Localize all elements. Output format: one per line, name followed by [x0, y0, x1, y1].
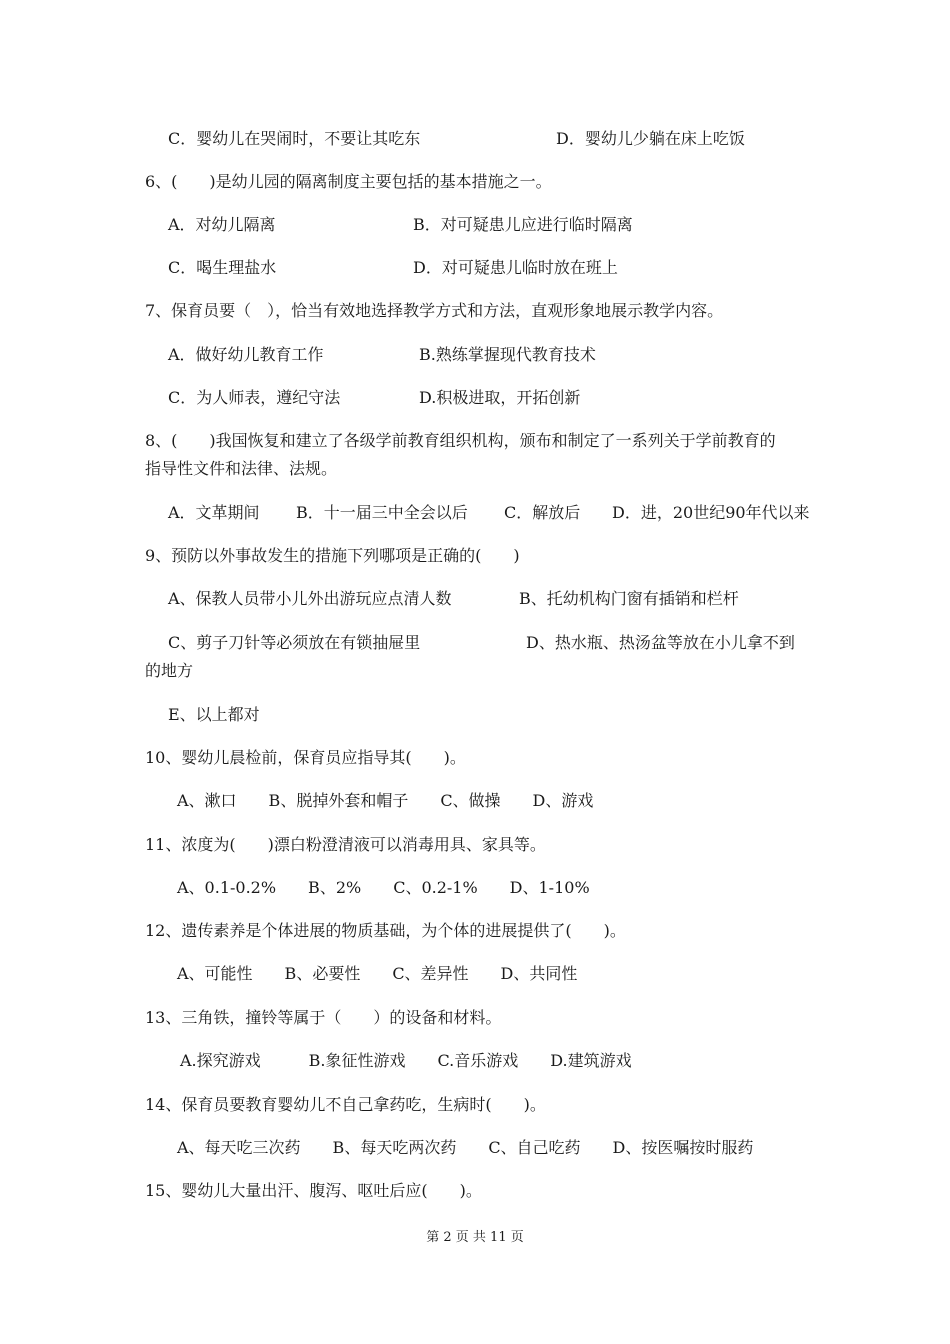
- question-12: 12、遗传素养是个体进展的物质基础，为个体的进展提供了( )。: [145, 921, 626, 940]
- q12-options: A、可能性 B、必要性 C、差异性 D、共同性: [177, 964, 578, 983]
- question-8-line-1: 8、( )我国恢复和建立了各级学前教育组织机构，颁布和制定了一系列关于学前教育的: [145, 431, 776, 450]
- q7-option-b: B.熟练掌握现代教育技术: [419, 345, 596, 364]
- q6-option-b: B．对可疑患儿应进行临时隔离: [413, 215, 633, 234]
- q5-option-d: D．婴幼儿少躺在床上吃饭: [556, 129, 745, 148]
- q8-option-b: B．十一届三中全会以后: [296, 503, 468, 522]
- q7-option-a: A．做好幼儿教育工作: [168, 345, 324, 364]
- question-14: 14、保育员要教育婴幼儿不自己拿药吃，生病时( )。: [145, 1095, 546, 1114]
- question-11: 11、浓度为( )漂白粉澄清液可以消毒用具、家具等。: [145, 835, 546, 854]
- question-15: 15、婴幼儿大量出汗、腹泻、呕吐后应( )。: [145, 1181, 482, 1200]
- q9-option-c: C、剪子刀针等必须放在有锁抽屉里: [168, 633, 421, 652]
- q9-option-d-continued: 的地方: [145, 661, 194, 680]
- question-6: 6、( )是幼儿园的隔离制度主要包括的基本措施之一。: [145, 172, 552, 191]
- q9-option-d: D、热水瓶、热汤盆等放在小儿拿不到: [526, 633, 795, 652]
- q13-options: A.探究游戏 B.象征性游戏 C.音乐游戏 D.建筑游戏: [180, 1051, 632, 1070]
- q6-option-c: C．喝生理盐水: [168, 258, 277, 277]
- q8-option-c: C．解放后: [504, 503, 581, 522]
- page-number-footer: 第 2 页 共 11 页: [426, 1230, 524, 1245]
- q10-options: A、漱口 B、脱掉外套和帽子 C、做操 D、游戏: [177, 791, 594, 810]
- q9-option-e: E、以上都对: [168, 705, 260, 724]
- q11-options: A、0.1-0.2% B、2% C、0.2-1% D、1-10%: [177, 878, 590, 897]
- q9-option-b: B、托幼机构门窗有插销和栏杆: [519, 589, 739, 608]
- q7-option-d: D.积极进取，开拓创新: [419, 388, 581, 407]
- question-8-line-2: 指导性文件和法律、法规。: [145, 459, 338, 478]
- question-10: 10、婴幼儿晨检前，保育员应指导其( )。: [145, 748, 466, 767]
- q14-options: A、每天吃三次药 B、每天吃两次药 C、自己吃药 D、按医嘱按时服药: [177, 1138, 754, 1157]
- q6-option-a: A．对幼儿隔离: [168, 215, 276, 234]
- question-13: 13、三角铁，撞铃等属于（ ）的设备和材料。: [145, 1008, 502, 1027]
- q7-option-c: C．为人师表，遵纪守法: [168, 388, 341, 407]
- question-7: 7、保育员要（ ），恰当有效地选择教学方式和方法，直观形象地展示教学内容。: [145, 301, 724, 320]
- q8-option-d: D．进，20世纪90年代以来: [612, 503, 810, 522]
- q9-option-a: A、保教人员带小儿外出游玩应点清人数: [168, 589, 452, 608]
- question-9: 9、预防以外事故发生的措施下列哪项是正确的( ): [145, 546, 520, 565]
- q5-option-c: C．婴幼儿在哭闹时，不要让其吃东: [168, 129, 421, 148]
- q8-option-a: A．文革期间: [168, 503, 260, 522]
- q6-option-d: D．对可疑患儿临时放在班上: [413, 258, 618, 277]
